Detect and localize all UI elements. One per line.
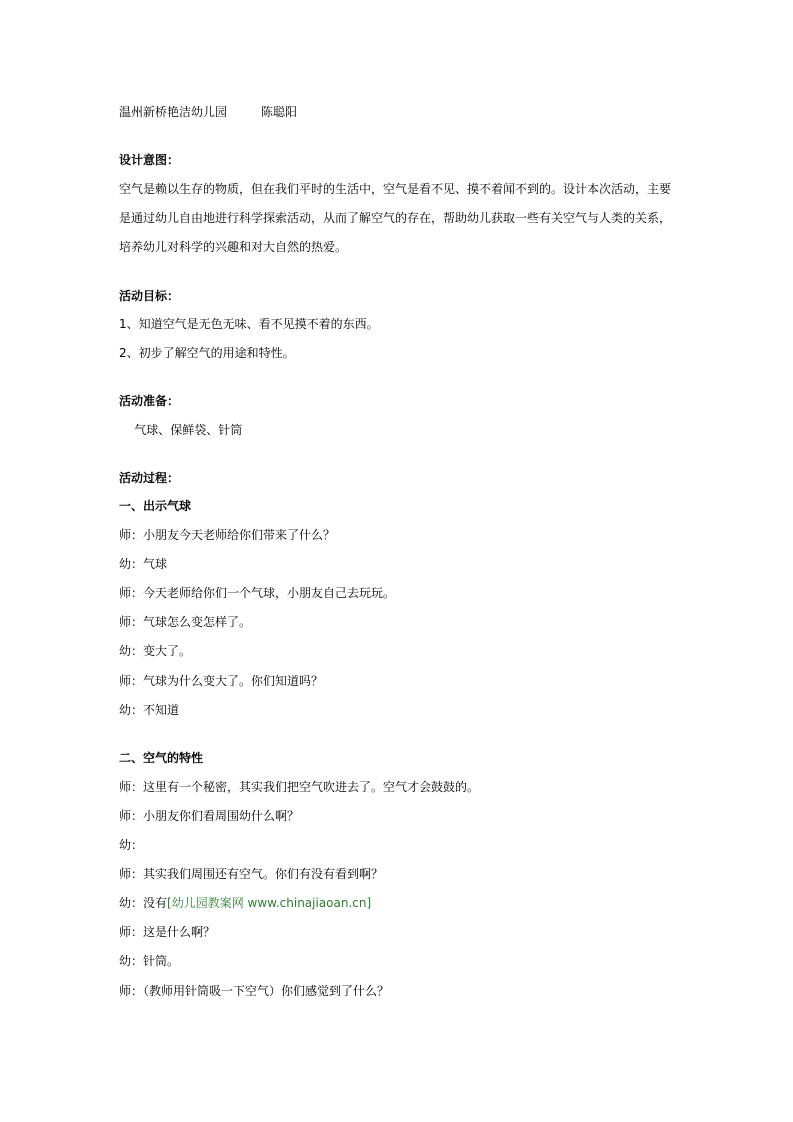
dialogue-line: 师：（教师用针筒吸一下空气）你们感觉到了什么？ <box>119 984 390 998</box>
intent-line: 是通过幼儿自由地进行科学探索活动，从而了解空气的存在，帮助幼儿获取一些有关空气与人类的关系， <box>119 211 672 225</box>
dialogue-line <box>119 895 371 911</box>
dialogue-prefix: 幼：没有 <box>119 896 168 910</box>
dialogue-line: 师：小朋友你们看周围幼什么啊？ <box>119 809 300 823</box>
header-line <box>119 104 297 120</box>
school-name: 温州新桥艳洁幼儿园 <box>119 105 228 119</box>
dialogue-line: 师：这里有一个秘密，其实我们把空气吹进去了。空气才会鼓鼓的。 <box>119 780 480 794</box>
dialogue-line: 幼：针筒。 <box>119 954 180 968</box>
dialogue-line: 师：这是什么啊？ <box>119 925 216 939</box>
dialogue-line: 师：气球为什么变大了。你们知道吗？ <box>119 674 324 688</box>
dialogue-line: 幼： <box>119 838 144 852</box>
author-name: 陈聪阳 <box>261 105 298 119</box>
part2-title: 二、空气的特性 <box>119 751 204 765</box>
dialogue-line: 师：其实我们周围还有空气。你们有没有看到啊？ <box>119 867 384 881</box>
dialogue-line: 师：今天老师给你们一个气球，小朋友自己去玩玩。 <box>119 586 396 600</box>
goals-heading: 活动目标： <box>119 289 180 303</box>
intent-heading: 设计意图： <box>119 153 180 167</box>
part1-title: 一、出示气球 <box>119 499 192 513</box>
dialogue-line: 幼：变大了。 <box>119 644 192 658</box>
dialogue-line: 幼：不知道 <box>119 703 180 717</box>
prep-heading: 活动准备： <box>119 394 180 408</box>
goal-item: 1、知道空气是无色无味、看不见摸不着的东西。 <box>119 317 379 331</box>
goal-item: 2、初步了解空气的用途和特性。 <box>119 346 295 360</box>
prep-materials: 气球、保鲜袋、针筒 <box>119 423 243 437</box>
dialogue-line: 师：小朋友今天老师给你们带来了什么？ <box>119 528 336 542</box>
dialogue-line: 师：气球怎么变怎样了。 <box>119 615 252 629</box>
process-heading: 活动过程： <box>119 471 180 485</box>
source-link[interactable]: [幼儿园教案网 www.chinajiaoan.cn] <box>167 896 372 910</box>
intent-line: 培养幼儿对科学的兴趣和对大自然的热爱。 <box>119 240 348 254</box>
intent-line: 空气是赖以生存的物质，但在我们平时的生活中，空气是看不见、摸不着闻不到的。设计本次活动，主要 <box>119 182 672 196</box>
dialogue-line: 幼：气球 <box>119 557 168 571</box>
